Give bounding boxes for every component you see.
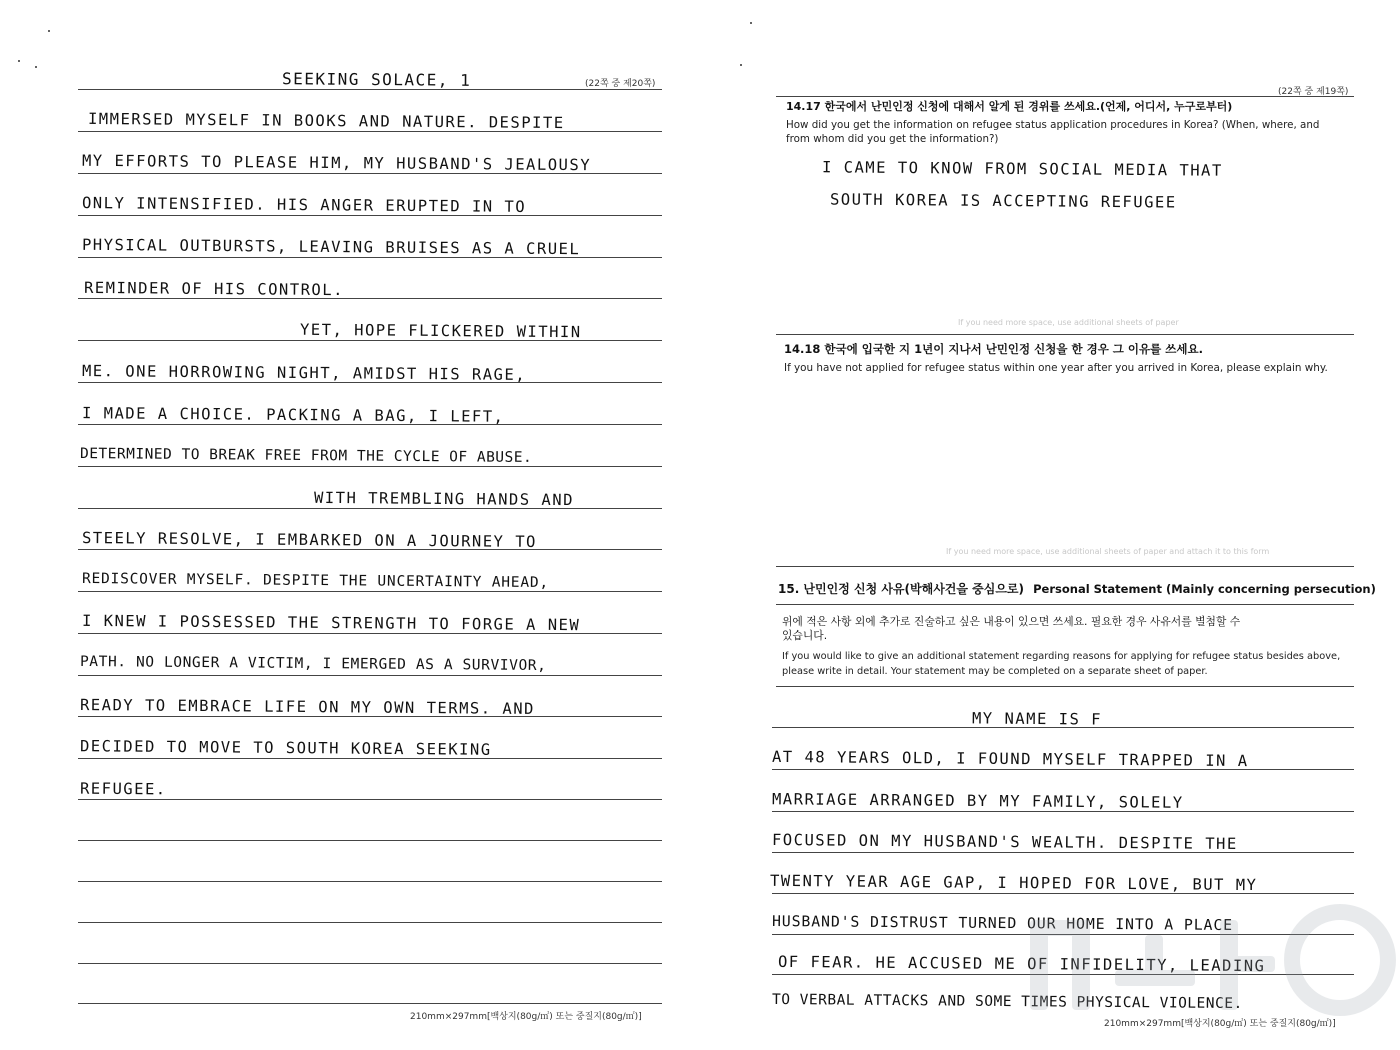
ruled-line [78, 215, 662, 216]
ruled-line [78, 881, 662, 882]
section-15-instruction-english: If you would like to give an additional statement regarding reasons for applying for refugee status besides above, [782, 651, 1341, 662]
paper-spec-footer: 210mm×297mm[백상지(80g/㎡) 또는 중질지(80g/㎡)] [410, 1012, 642, 1022]
faint-note: If you need more space, use additional sheets of paper and attach it to this form [946, 547, 1270, 556]
ruled-line [78, 716, 662, 717]
handwritten-answer: I CAME TO KNOW FROM SOCIAL MEDIA THAT [821, 158, 1223, 180]
handwritten-statement-line: TWENTY YEAR AGE GAP, I HOPED FOR LOVE, BUT MY [769, 871, 1258, 895]
right-page [700, 0, 1400, 1050]
ruled-line [772, 893, 1354, 894]
question-14-17-english: How did you get the information on refugee status application procedures in Korea? (When, where, and [786, 119, 1320, 131]
handwritten-statement-line: MARRIAGE ARRANGED BY MY FAMILY, SOLELY [771, 790, 1184, 812]
ruled-line [78, 508, 662, 509]
handwritten-statement-line: MY NAME IS F [971, 709, 1103, 729]
scan-speck [48, 30, 50, 32]
scan-speck [35, 66, 37, 68]
section-border [776, 604, 1354, 605]
handwritten-line: DECIDED TO MOVE TO SOUTH KOREA SEEKING [79, 737, 492, 759]
section-15-title-korean: 15. 난민인정 신청 사유(박해사건을 중심으로) [778, 582, 1025, 596]
ruled-line [78, 424, 662, 425]
ruled-line [772, 852, 1354, 853]
section-15-instruction-korean: 있습니다. [782, 629, 828, 642]
ruled-line [78, 922, 662, 923]
section-border [776, 686, 1354, 687]
question-14-17-korean: 14.17 한국에서 난민인정 신청에 대해서 알게 된 경위를 쓰세요.(언제, 어디서, 누구로부터) [786, 100, 1233, 113]
ruled-line [772, 934, 1354, 935]
paper-spec-footer: 210mm×297mm[백상지(80g/㎡) 또는 중질지(80g/㎡)] [1104, 1019, 1336, 1029]
handwritten-statement-line: TO VERBAL ATTACKS AND SOME TIMES PHYSICAL VIOLENCE. [771, 991, 1243, 1013]
ruled-line [78, 675, 662, 676]
handwritten-answer: SOUTH KOREA IS ACCEPTING REFUGEE [829, 190, 1177, 212]
question-14-18-korean: 14.18 한국에 입국한 지 1년이 지나서 난민인정 신청을 한 경우 그 이유를 쓰세요. [784, 342, 1203, 356]
ruled-line [78, 298, 662, 299]
handwritten-line: WITH TREMBLING HANDS AND [313, 488, 575, 510]
handwritten-statement-line: HUSBAND'S DISTRUST TURNED OUR HOME INTO A PLACE [771, 912, 1234, 935]
ruled-line [772, 974, 1354, 975]
ruled-line [78, 963, 662, 964]
ruled-line [78, 840, 662, 841]
handwritten-line: ONLY INTENSIFIED. HIS ANGER ERUPTED IN TO [81, 194, 527, 216]
handwritten-line: PHYSICAL OUTBURSTS, LEAVING BRUISES AS A CRUEL [81, 235, 581, 259]
ruled-line [78, 591, 662, 592]
section-border [776, 96, 1354, 97]
page-number: (22쪽 중 제19쪽) [1278, 87, 1349, 97]
handwritten-line: DETERMINED TO BREAK FREE FROM THE CYCLE OF ABUSE. [79, 446, 533, 466]
section-15-title-english: Personal Statement (Mainly concerning persecution) [1033, 582, 1376, 596]
question-14-17-english: from whom did you get the information?) [786, 133, 999, 145]
handwritten-statement-line: OF FEAR. HE ACCUSED ME OF INFIDELITY, LEADING [777, 952, 1266, 976]
page-number: (22쪽 중 제20쪽) [585, 79, 656, 89]
handwritten-statement-line: FOCUSED ON MY HUSBAND'S WEALTH. DESPITE THE [771, 830, 1238, 854]
ruled-line [78, 382, 662, 383]
scan-speck [18, 60, 20, 62]
ruled-line [78, 549, 662, 550]
handwritten-line: ME. ONE HORROWING NIGHT, AMIDST HIS RAGE, [81, 362, 527, 384]
ruled-line [78, 633, 662, 634]
handwritten-line: REDISCOVER MYSELF. DESPITE THE UNCERTAINTY AHEAD, [81, 570, 550, 592]
handwritten-line: READY TO EMBRACE LIFE ON MY OWN TERMS. AND [79, 696, 536, 718]
handwritten-line: REMINDER OF HIS CONTROL. [83, 278, 345, 300]
handwritten-line: YET, HOPE FLICKERED WITHIN [299, 320, 582, 342]
ruled-line [78, 257, 662, 258]
scan-speck [750, 22, 752, 24]
handwritten-line: STEELY RESOLVE, I EMBARKED ON A JOURNEY TO [81, 529, 538, 551]
ruled-line [78, 173, 662, 174]
ruled-line [78, 340, 662, 341]
section-15-heading [778, 578, 1376, 597]
page-title: SEEKING SOLACE, 1 [281, 69, 472, 90]
ruled-line [78, 758, 662, 759]
handwritten-line: REFUGEE. [79, 779, 167, 799]
section-border [776, 334, 1354, 335]
section-15-instruction-korean: 위에 적은 사항 외에 추가로 진술하고 싶은 내용이 있으면 쓰세요. 필요한 경우 사유서를 별첨할 수 [782, 615, 1241, 628]
scan-speck [740, 64, 742, 66]
ruled-line [772, 769, 1354, 770]
ruled-line [772, 727, 1354, 728]
question-14-18-english: If you have not applied for refugee status within one year after you arrived in Korea, please explain why. [784, 362, 1328, 374]
ruled-line [78, 799, 662, 800]
faint-note: If you need more space, use additional sheets of paper [958, 318, 1179, 327]
handwritten-line: MY EFFORTS TO PLEASE HIM, MY HUSBAND'S JEALOUSY [81, 151, 592, 175]
ruled-line [772, 811, 1354, 812]
ruled-line [78, 89, 662, 90]
ruled-line [78, 131, 662, 132]
section-15-instruction-english: please write in detail. Your statement may be completed on a separate sheet of paper. [782, 666, 1208, 677]
handwritten-statement-line: AT 48 YEARS OLD, I FOUND MYSELF TRAPPED IN A [771, 747, 1249, 771]
ruled-line [78, 1003, 662, 1004]
handwritten-line: IMMERSED MYSELF IN BOOKS AND NATURE. DESPITE [87, 109, 565, 133]
handwritten-line: I KNEW I POSSESSED THE STRENGTH TO FORGE A NEW [81, 611, 581, 635]
ruled-line [78, 466, 662, 467]
handwritten-line: I MADE A CHOICE. PACKING A BAG, I LEFT, [81, 404, 505, 426]
handwritten-line: PATH. NO LONGER A VICTIM, I EMERGED AS A SURVIVOR, [79, 653, 547, 675]
section-border [776, 566, 1354, 567]
